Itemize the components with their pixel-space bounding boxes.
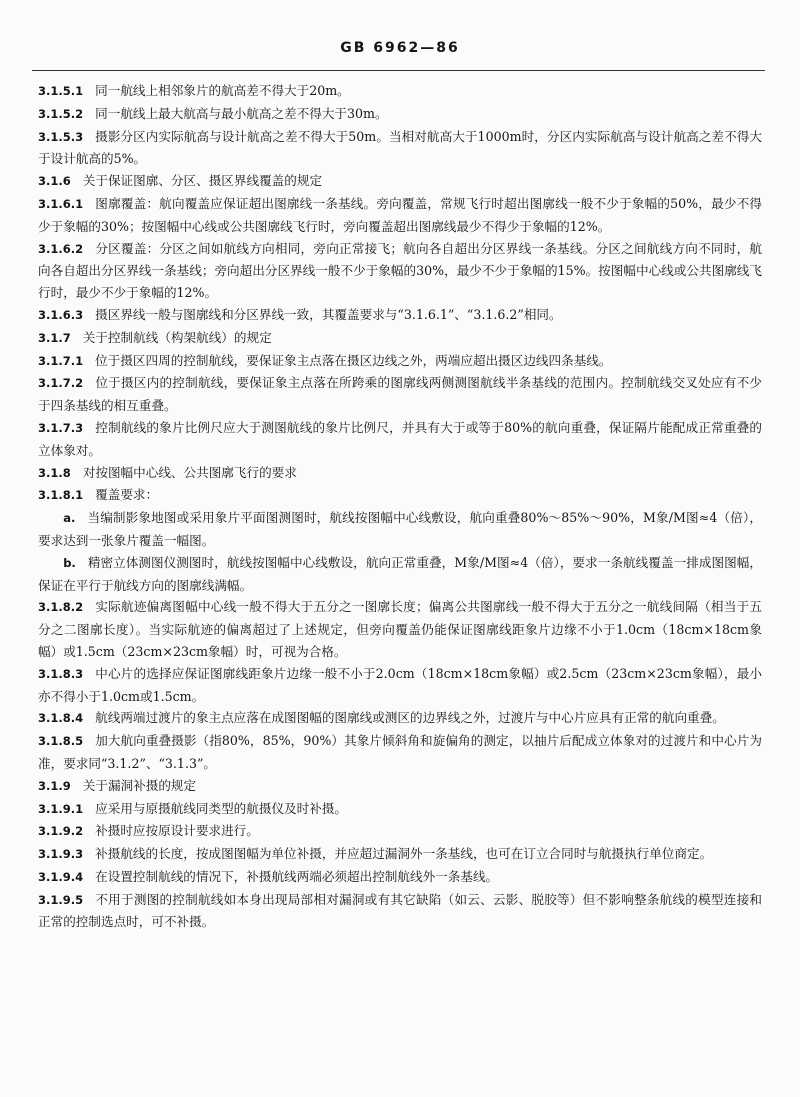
clause-number: 3.1.7 (38, 330, 71, 345)
clause-paragraph (38, 730, 762, 775)
clause-text: 当编制影象地图或采用象片平面图测图时，航线按图幅中心线敷设，航向重叠80%～85%～90%，M象/M图≈4（倍），要求达到一张象片覆盖一幅图。 (38, 510, 762, 548)
clause-number: b. (63, 555, 76, 570)
clause-number: 3.1.5.2 (38, 106, 84, 121)
clause-number: 3.1.7.3 (38, 420, 84, 435)
clause-paragraph (38, 484, 762, 507)
clause-text: 摄区界线一般与图廓线和分区界线一致，其覆盖要求与“3.1.6.1”、“3.1.6.2”相同。 (95, 306, 562, 322)
clause-text: 位于摄区内的控制航线，要保证象主点落在所跨乘的图廓线两侧测图航线半条基线的范围内。控制航线交叉处应有不少于四条基线的相互重叠。 (38, 375, 762, 414)
clause-text: 中心片的选择应保证图廓线距象片边缘一般不小于2.0cm（18cm×18cm象幅）或2.5cm（23cm×23cm象幅），最小亦不得小于1.0cm或1.5cm。 (38, 665, 762, 704)
clause-paragraph (38, 372, 762, 417)
clause-text: 精密立体测图仪测图时，航线按图幅中心线敷设，航向正常重叠，M象/M图≈4（倍），要求一条航线覆盖一排成图图幅，保证在平行于航线方向的图廓线满幅。 (38, 554, 762, 593)
clause-text: 补摄时应按原设计要求进行。 (95, 823, 259, 839)
clause-text: 图廓覆盖：航向覆盖应保证超出图廓线一条基线。旁向覆盖，常规飞行时超出图廓线一般不少于象幅的50%，最少不得少于象幅的30%；按图幅中心线或公共图廓线飞行时，旁向覆盖超出图廓线最少不得少于象幅的12%。 (38, 195, 762, 234)
clause-number: 3.1.5.1 (38, 84, 84, 98)
clause-number: 3.1.9.1 (38, 801, 84, 816)
clause-number: 3.1.5.3 (38, 129, 84, 144)
clause-text: 关于漏洞补摄的规定 (82, 777, 197, 793)
clause-paragraph (38, 238, 762, 304)
clause-number: 3.1.8.5 (38, 734, 84, 749)
clause-paragraph (38, 663, 762, 708)
clause-paragraph (38, 596, 762, 662)
clause-text: 关于保证图廓、分区、摄区界线覆盖的规定 (82, 173, 323, 189)
clause-number: 3.1.9.4 (38, 869, 84, 884)
clause-text: 实际航迹偏离图幅中心线一般不得大于五分之一图廓长度；偏离公共图廓线一般不得大于五分之一航线间隔（相当于五分之二图廓长度）。当实际航迹的偏离超过了上述规定，但旁向覆盖仍能保证图廓线距象片边缘不小于1.0cm（18cm×18cm象幅）或1.5cm（23cm×23cm象幅）时，可视为合格。 (38, 599, 762, 659)
document-body (38, 80, 762, 933)
clause-text: 应采用与原摄航线同类型的航摄仪及时补摄。 (95, 800, 347, 816)
clause-text: 加大航向重叠摄影（指80%，85%，90%）其象片倾斜角和旋偏角的测定，以抽片后配成立体象对的过渡片和中心片为准，要求同“3.1.2”、“3.1.3”。 (38, 733, 762, 771)
clause-paragraph (38, 507, 762, 552)
clause-paragraph (38, 820, 762, 843)
clause-paragraph (38, 170, 762, 193)
clause-text: 摄影分区内实际航高与设计航高之差不得大于50m。当相对航高大于1000m时，分区内实际航高与设计航高之差不得大于设计航高的5%。 (38, 128, 762, 167)
clause-paragraph (38, 552, 762, 597)
clause-number: 3.1.6 (38, 174, 71, 189)
clause-paragraph (38, 327, 762, 350)
clause-paragraph (38, 350, 762, 373)
clause-number: 3.1.8.4 (38, 711, 84, 726)
clause-paragraph (38, 126, 762, 171)
clause-number: 3.1.7.2 (38, 376, 84, 391)
clause-paragraph (38, 417, 762, 462)
clause-text: 覆盖要求： (95, 487, 159, 503)
clause-paragraph (38, 866, 762, 889)
clause-number: 3.1.8.3 (38, 666, 84, 681)
clause-paragraph (38, 843, 762, 866)
clause-paragraph (38, 707, 762, 730)
clause-paragraph (38, 462, 762, 485)
clause-paragraph (38, 889, 762, 934)
clause-text: 控制航线的象片比例尺应大于测图航线的象片比例尺，并具有大于或等于80%的航向重叠，保证隔片能配成正常重叠的立体象对。 (38, 419, 762, 458)
clause-text: 在设置控制航线的情况下，补摄航线两端必须超出控制航线外一条基线。 (95, 868, 499, 884)
clause-paragraph (38, 775, 762, 798)
clause-paragraph (38, 80, 762, 103)
clause-text: 航线两端过渡片的象主点应落在成图图幅的图廓线或测区的边界线之外，过渡片与中心片应具有正常的航向重叠。 (95, 710, 725, 726)
clause-number: 3.1.6.3 (38, 307, 84, 322)
clause-text: 关于控制航线（构架航线）的规定 (82, 329, 272, 345)
clause-number: 3.1.9.5 (38, 892, 84, 907)
clause-text: 位于摄区四周的控制航线，要保证象主点落在摄区边线之外，两端应超出摄区边线四条基线。 (95, 352, 612, 368)
clause-number: 3.1.7.1 (38, 353, 84, 368)
header-rule (32, 70, 765, 71)
page-header: GB 6962—86 (340, 40, 460, 56)
clause-paragraph (38, 193, 762, 238)
clause-text: 同一航线上最大航高与最小航高之差不得大于30m。 (95, 105, 388, 121)
clause-paragraph (38, 304, 762, 327)
clause-text: 分区覆盖：分区之间如航线方向相同，旁向正常接飞；航向各自超出分区界线一条基线。分区之间航线方向不同时，航向各自超出分区界线一条基线；旁向超出分区界线一般不少于象幅的30%，最少不少于象幅的15%。按图幅中心线或公共图廓线飞行时，最少不少于象幅的12%。 (38, 240, 762, 301)
clause-number: 3.1.8.2 (38, 600, 84, 615)
clause-number: 3.1.8 (38, 465, 71, 480)
clause-text: 同一航线上相邻象片的航高差不得大于20m。 (95, 83, 350, 98)
clause-paragraph (38, 103, 762, 126)
clause-paragraph (38, 798, 762, 821)
clause-number: 3.1.9.3 (38, 847, 84, 862)
clause-text: 不用于测图的控制航线如本身出现局部相对漏洞或有其它缺陷（如云、云影、脱胶等）但不影响整条航线的模型连接和正常的控制选点时，可不补摄。 (38, 891, 762, 930)
clause-text: 补摄航线的长度，按成图图幅为单位补摄，并应超过漏洞外一条基线，也可在订立合同时与航摄执行单位商定。 (95, 846, 713, 862)
clause-number: 3.1.9 (38, 778, 71, 793)
clause-number: a. (63, 511, 76, 526)
clause-text: 对按图幅中心线、公共图廓飞行的要求 (82, 464, 297, 480)
clause-number: 3.1.9.2 (38, 824, 84, 839)
clause-number: 3.1.6.1 (38, 196, 84, 211)
clause-number: 3.1.6.2 (38, 241, 84, 256)
clause-number: 3.1.8.1 (38, 488, 84, 503)
